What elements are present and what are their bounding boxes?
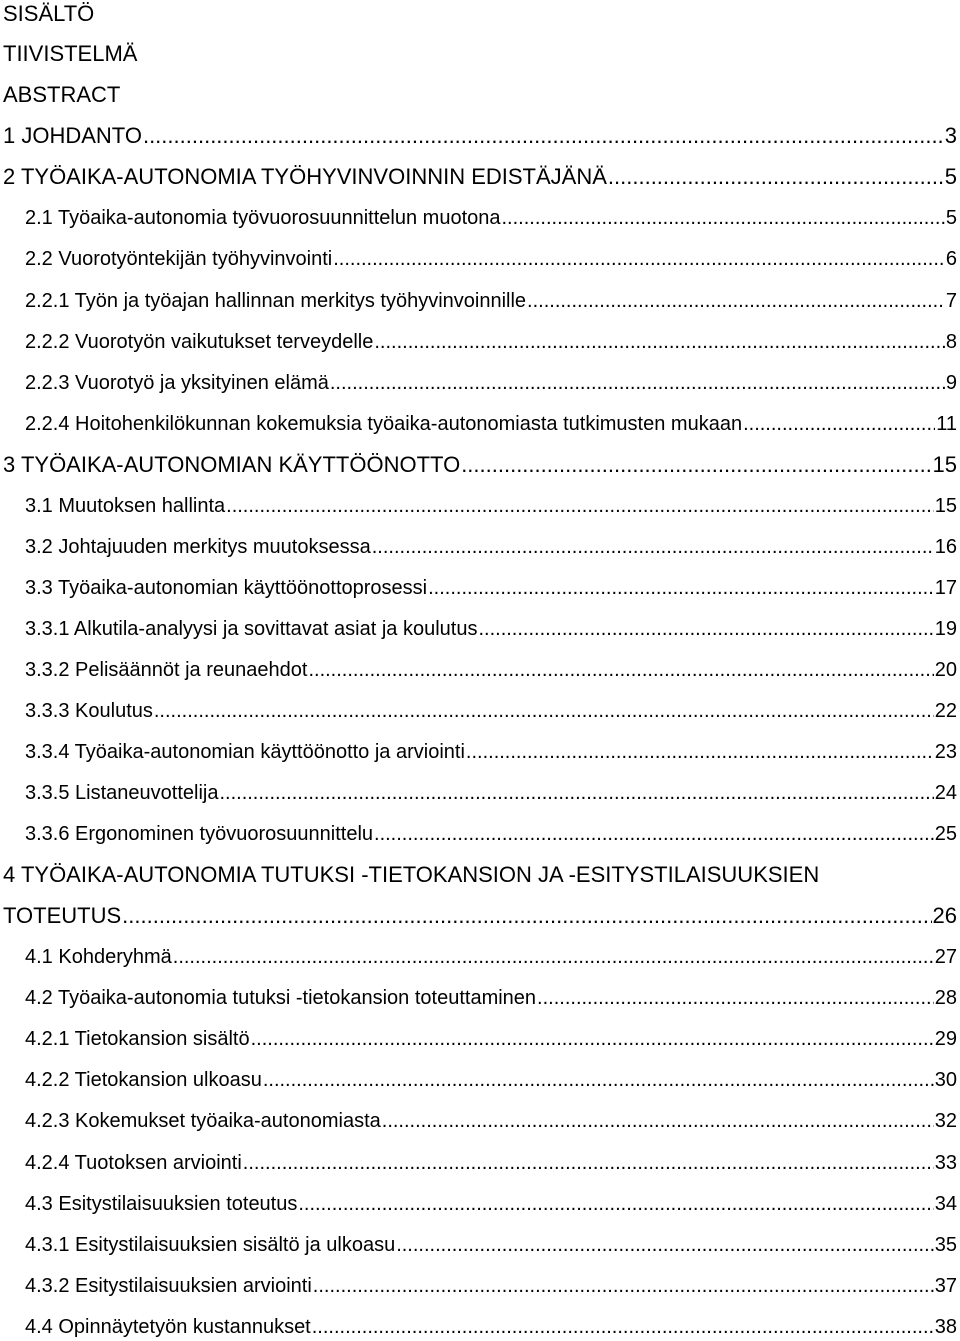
toc-leader-dots [333,245,945,273]
toc-entry-title: 3.3.4 Työaika-autonomian käyttöönotto ja arviointi [25,741,465,763]
toc-entry[interactable] [3,451,957,479]
toc-entry[interactable] [25,1313,957,1341]
toc-entry-page: 28 [934,987,957,1009]
toc-entry[interactable] [25,574,957,602]
toc-entry[interactable] [3,122,957,150]
toc-leader-dots [251,1025,934,1053]
toc-entry-page: 35 [934,1234,957,1256]
toc-entry-title: 4.3.2 Esitystilaisuuksien arviointi [25,1275,312,1297]
toc-entry-title: 4.2.2 Tietokansion ulkoasu [25,1069,262,1091]
toc-leader-dots [461,451,931,479]
toc-leader-dots [527,287,945,315]
toc-entry[interactable] [25,984,957,1012]
toc-entry-title: 4.2.1 Tietokansion sisältö [25,1028,250,1050]
toc-leader-dots [226,492,934,520]
toc-entry-page: 24 [934,782,957,804]
toc-entry-title: 3.3.5 Listaneuvottelija [25,782,219,804]
toc-entry[interactable] [25,1066,957,1094]
toc-entry[interactable] [25,369,957,397]
toc-entry-page: 15 [932,452,957,477]
toc-entry-title: 4.2 Työaika-autonomia tutuksi -tietokansion toteuttaminen [25,987,537,1009]
toc-entry-page: 6 [945,248,957,270]
toc-entry-title: 4.1 Kohderyhmä [25,946,172,968]
toc-entry-title: 2.2.3 Vuorotyö ja yksityinen elämä [25,372,329,394]
toc-entry-title: 2.2.2 Vuorotyön vaikutukset terveydelle [25,331,374,353]
toc-entry-title: 3.3.6 Ergonominen työvuorosuunnittelu [25,823,374,845]
toc-entry-title: 2.1 Työaika-autonomia työvuorosuunnittelun muotona [25,207,501,229]
toc-leader-dots [330,369,945,397]
toc-entry-page: 16 [934,536,957,558]
toc-entry-title: 4.3.1 Esitystilaisuuksien sisältö ja ulkoasu [25,1234,396,1256]
toc-entry-page: 25 [934,823,957,845]
toc-entry-page: 23 [934,741,957,763]
toc-heading-abstract-en: ABSTRACT [3,82,121,107]
toc-entry-page: 19 [934,618,957,640]
toc-leader-dots [313,1272,934,1300]
toc-leader-dots [372,533,934,561]
toc-entry[interactable] [25,1272,957,1300]
toc-leader-dots [154,697,934,725]
toc-entry-title: 3.3.3 Koulutus [25,700,153,722]
toc-entry-page: 26 [932,903,957,928]
toc-entry[interactable] [25,1149,957,1177]
toc-entry-page: 17 [934,577,957,599]
toc-entry-page: 7 [945,290,957,312]
toc-entry[interactable] [25,1025,957,1053]
toc-entry-page: 34 [934,1193,957,1215]
toc-entry-page: 27 [934,946,957,968]
toc-entry-page: 30 [934,1069,957,1091]
toc-entry[interactable] [25,204,957,232]
toc-entry[interactable] [25,1231,957,1259]
toc-entry-page: 8 [945,331,957,353]
toc-entry-page: 37 [934,1275,957,1297]
toc-entry[interactable] [25,410,957,438]
toc-entry-title: 4.4 Opinnäytetyön kustannukset [25,1316,311,1338]
toc-entry-title: 4.2.3 Kokemukset työaika-autonomiasta [25,1110,381,1132]
toc-entry-title: 2.2.1 Työn ja työajan hallinnan merkitys työhyvinvoinnille [25,290,527,312]
toc-entry[interactable] [25,328,957,356]
toc-entry[interactable] [25,943,957,971]
toc-entry[interactable] [25,615,957,643]
toc-entry[interactable] [3,902,957,930]
toc-entry[interactable] [25,492,957,520]
toc-entry-page: 5 [945,207,957,229]
toc-entry-page: 3 [944,123,957,148]
toc-leader-dots [374,328,945,356]
toc-leader-dots [312,1313,934,1341]
toc-entry-page: 33 [934,1152,957,1174]
toc-leader-dots [263,1066,934,1094]
toc-leader-dots [122,902,931,930]
toc-entry-page: 5 [944,164,957,189]
toc-entry[interactable] [25,287,957,315]
toc-leader-dots [173,943,934,971]
toc-leader-dots [466,738,934,766]
toc-entry-title: 1 JOHDANTO [3,123,142,148]
toc-entry-title: 3.2 Johtajuuden merkitys muutoksessa [25,536,371,558]
toc-entry-page: 20 [934,659,957,681]
toc-leader-dots [502,204,945,232]
toc-entry-title: TOTEUTUS [3,903,122,928]
toc-leader-dots [308,656,933,684]
toc-entry-title: 3 TYÖAIKA-AUTONOMIAN KÄYTTÖÖNOTTO [3,452,461,477]
toc-entry[interactable] [25,533,957,561]
toc-heading-contents: SISÄLTÖ [3,1,95,26]
toc-entry-title: 2 TYÖAIKA-AUTONOMIA TYÖHYVINVOINNIN EDISTÄJÄNÄ [3,164,607,189]
toc-entry[interactable] [25,245,957,273]
toc-entry[interactable] [25,697,957,725]
toc-entry-title: 3.3.2 Pelisäännöt ja reunaehdot [25,659,308,681]
toc-leader-dots [374,820,934,848]
toc-entry-title: 3.3.1 Alkutila-analyysi ja sovittavat asiat ja koulutus [25,618,478,640]
toc-leader-dots [143,122,944,150]
toc-entry[interactable] [25,656,957,684]
toc-entry-page: 38 [934,1316,957,1338]
toc-entry[interactable] [25,738,957,766]
toc-entry-title: 2.2 Vuorotyöntekijän työhyvinvointi [25,248,333,270]
toc-entry-title: 4.2.4 Tuotoksen arviointi [25,1152,242,1174]
toc-entry-title: 3.3 Työaika-autonomian käyttöönottoprosessi [25,577,428,599]
toc-leader-dots [298,1190,933,1218]
toc-entry-page: 32 [934,1110,957,1132]
toc-entry-title: 3.1 Muutoksen hallinta [25,495,226,517]
toc-entry[interactable] [25,1107,957,1135]
toc-entry-title: 4.3 Esitystilaisuuksien toteutus [25,1193,298,1215]
toc-entry[interactable] [25,779,957,807]
toc-leader-dots [382,1107,934,1135]
toc-entry[interactable] [25,820,957,848]
toc-heading-abstract-fi: TIIVISTELMÄ [3,41,138,66]
toc-entry-title: 2.2.4 Hoitohenkilökunnan kokemuksia työaika-autonomiasta tutkimusten mukaan [25,413,743,435]
toc-entry-page: 15 [934,495,957,517]
toc-entry-page: 9 [945,372,957,394]
toc-entry[interactable] [25,1190,957,1218]
toc-entry[interactable] [3,163,957,191]
toc-leader-dots [608,163,944,191]
toc-entry-page: 29 [934,1028,957,1050]
toc-entry-page: 11 [936,413,957,435]
toc-leader-dots [743,410,935,438]
toc-leader-dots [478,615,933,643]
toc-leader-dots [396,1231,934,1259]
toc-entry-wrapped-title[interactable]: 4 TYÖAIKA-AUTONOMIA TUTUKSI -TIETOKANSION JA -ESITYSTILAISUUKSIEN [3,862,820,887]
toc-entry-page: 22 [934,700,957,722]
toc-leader-dots [243,1149,934,1177]
toc-leader-dots [537,984,934,1012]
toc-leader-dots [428,574,934,602]
toc-leader-dots [219,779,933,807]
